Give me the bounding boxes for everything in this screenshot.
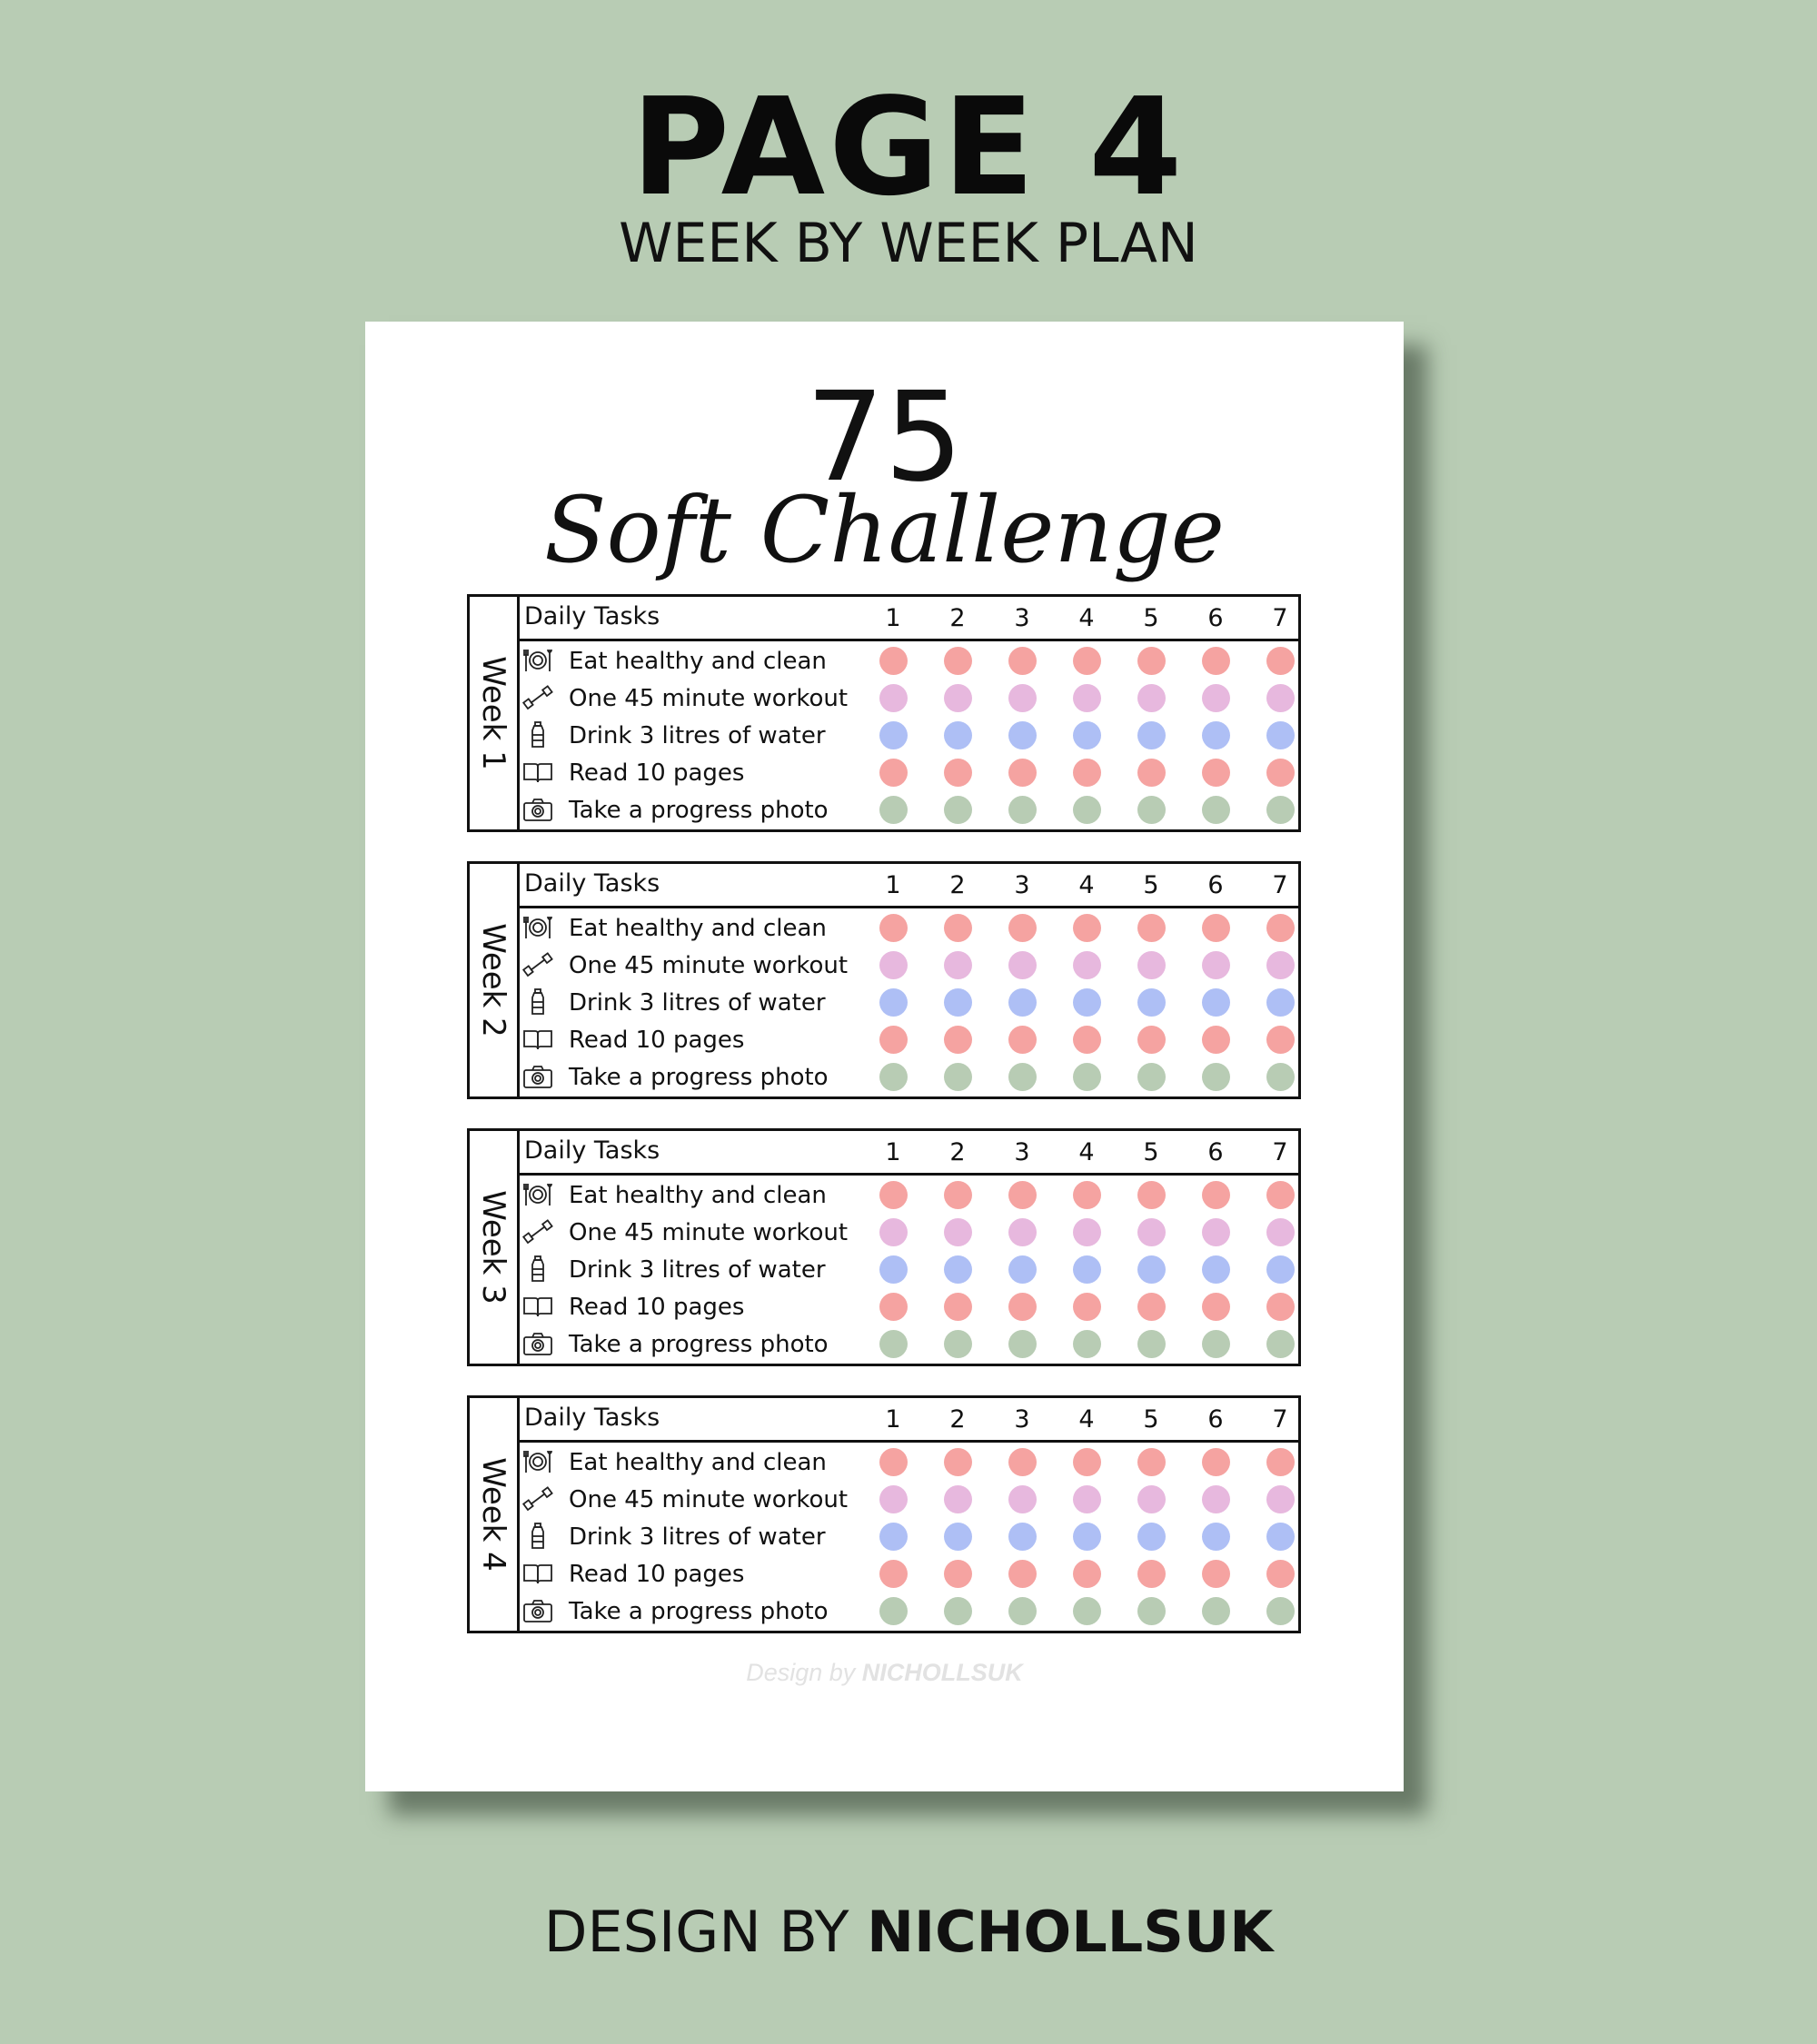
day-checkbox-dot[interactable] <box>1202 1181 1230 1209</box>
day-checkbox-dot[interactable] <box>1266 759 1295 787</box>
task-row <box>517 1058 1298 1096</box>
open-book-icon <box>522 1293 553 1320</box>
dumbbell-icon <box>522 951 553 978</box>
day-checkbox-dot[interactable] <box>1266 914 1295 942</box>
task-label: Take a progress photo <box>569 1331 829 1358</box>
day-number: 7 <box>1272 604 1288 632</box>
task-label: Drink 3 litres of water <box>569 1523 826 1551</box>
day-checkbox-dot[interactable] <box>1137 759 1166 787</box>
day-checkbox-dot[interactable] <box>944 1293 972 1321</box>
day-checkbox-dot[interactable] <box>1266 721 1295 749</box>
week-block-1 <box>467 594 1301 832</box>
day-number: 6 <box>1207 1138 1224 1166</box>
day-checkbox-dot[interactable] <box>1202 1560 1230 1588</box>
task-row <box>517 1176 1298 1214</box>
day-checkbox-dot[interactable] <box>1266 1597 1295 1625</box>
day-checkbox-dot[interactable] <box>944 759 972 787</box>
day-checkbox-dot[interactable] <box>1202 1448 1230 1476</box>
task-row <box>517 984 1298 1021</box>
open-book-icon <box>522 759 553 786</box>
day-number: 4 <box>1078 604 1095 632</box>
day-checkbox-dot[interactable] <box>1202 1293 1230 1321</box>
day-checkbox-dot[interactable] <box>944 1485 972 1513</box>
day-number: 5 <box>1143 604 1159 632</box>
day-checkbox-dot[interactable] <box>1266 1293 1295 1321</box>
day-number: 2 <box>949 871 966 899</box>
week-block-3 <box>467 1128 1301 1366</box>
open-book-icon <box>522 1560 553 1587</box>
task-label: Eat healthy and clean <box>569 1182 827 1209</box>
day-number: 4 <box>1078 1405 1095 1434</box>
day-checkbox-dot[interactable] <box>879 914 908 942</box>
day-checkbox-dot[interactable] <box>1073 1255 1101 1284</box>
challenge-number: 75 <box>805 366 964 510</box>
task-label: Drink 3 litres of water <box>569 1256 826 1284</box>
day-checkbox-dot[interactable] <box>1073 796 1101 824</box>
page-header-subtitle: WEEK BY WEEK PLAN <box>619 212 1198 275</box>
day-number: 3 <box>1014 604 1030 632</box>
daily-tasks-heading: Daily Tasks <box>524 1136 660 1165</box>
day-checkbox-dot[interactable] <box>944 988 972 1017</box>
week-block-2 <box>467 861 1301 1099</box>
day-checkbox-dot[interactable] <box>1266 1560 1295 1588</box>
sheet-watermark <box>365 1659 1404 1687</box>
day-checkbox-dot[interactable] <box>944 1560 972 1588</box>
day-number: 7 <box>1272 871 1288 899</box>
day-number: 3 <box>1014 871 1030 899</box>
day-checkbox-dot[interactable] <box>1202 1063 1230 1091</box>
day-checkbox-dot[interactable] <box>879 988 908 1017</box>
week-label: Week 2 <box>475 923 511 1037</box>
day-checkbox-dot[interactable] <box>1073 1523 1101 1551</box>
day-checkbox-dot[interactable] <box>1073 1485 1101 1513</box>
day-checkbox-dot[interactable] <box>1266 1448 1295 1476</box>
day-checkbox-dot[interactable] <box>1202 1485 1230 1513</box>
day-checkbox-dot[interactable] <box>944 1026 972 1054</box>
day-checkbox-dot[interactable] <box>879 721 908 749</box>
task-row <box>517 1251 1298 1288</box>
day-checkbox-dot[interactable] <box>1008 1255 1037 1284</box>
day-number: 3 <box>1014 1138 1030 1166</box>
week-label: Week 3 <box>475 1190 511 1305</box>
day-number: 5 <box>1143 1405 1159 1434</box>
task-row <box>517 1325 1298 1363</box>
footer-prefix: DESIGN BY <box>543 1899 849 1965</box>
day-checkbox-dot[interactable] <box>944 1255 972 1284</box>
day-checkbox-dot[interactable] <box>1073 759 1101 787</box>
task-label: Take a progress photo <box>569 797 829 824</box>
daily-tasks-heading: Daily Tasks <box>524 1404 660 1432</box>
day-checkbox-dot[interactable] <box>1008 759 1037 787</box>
day-number: 6 <box>1207 871 1224 899</box>
day-checkbox-dot[interactable] <box>1008 796 1037 824</box>
day-checkbox-dot[interactable] <box>1008 1293 1037 1321</box>
day-checkbox-dot[interactable] <box>944 1063 972 1091</box>
day-checkbox-dot[interactable] <box>1266 684 1295 712</box>
task-row <box>517 1593 1298 1630</box>
day-checkbox-dot[interactable] <box>1137 647 1166 675</box>
day-checkbox-dot[interactable] <box>1137 1448 1166 1476</box>
day-checkbox-dot[interactable] <box>1008 684 1037 712</box>
challenge-title: Soft Challenge <box>544 477 1225 583</box>
day-checkbox-dot[interactable] <box>1266 1255 1295 1284</box>
day-checkbox-dot[interactable] <box>944 1330 972 1358</box>
day-checkbox-dot[interactable] <box>1008 1026 1037 1054</box>
day-checkbox-dot[interactable] <box>944 647 972 675</box>
week-label-column <box>470 1398 520 1631</box>
day-checkbox-dot[interactable] <box>1073 721 1101 749</box>
task-row <box>517 1555 1298 1593</box>
day-number: 1 <box>885 1138 901 1166</box>
day-checkbox-dot[interactable] <box>1266 1063 1295 1091</box>
day-checkbox-dot[interactable] <box>944 1181 972 1209</box>
day-checkbox-dot[interactable] <box>944 684 972 712</box>
day-checkbox-dot[interactable] <box>1073 684 1101 712</box>
day-checkbox-dot[interactable] <box>1137 721 1166 749</box>
day-checkbox-dot[interactable] <box>1266 647 1295 675</box>
day-checkbox-dot[interactable] <box>1266 951 1295 979</box>
day-checkbox-dot[interactable] <box>1073 1218 1101 1246</box>
watermark-brand: NICHOLLSUK <box>861 1659 1023 1686</box>
camera-icon <box>522 1597 553 1624</box>
week-header-row <box>517 864 1298 908</box>
task-label: Take a progress photo <box>569 1064 829 1091</box>
day-checkbox-dot[interactable] <box>1266 1485 1295 1513</box>
day-checkbox-dot[interactable] <box>879 759 908 787</box>
day-number: 2 <box>949 1405 966 1434</box>
week-label: Week 4 <box>475 1457 511 1572</box>
task-label: One 45 minute workout <box>569 1219 849 1246</box>
day-checkbox-dot[interactable] <box>1008 1597 1037 1625</box>
day-checkbox-dot[interactable] <box>1266 988 1295 1017</box>
day-checkbox-dot[interactable] <box>1266 1181 1295 1209</box>
task-row <box>517 947 1298 984</box>
day-checkbox-dot[interactable] <box>1073 914 1101 942</box>
day-checkbox-dot[interactable] <box>1137 1523 1166 1551</box>
task-row <box>517 1481 1298 1518</box>
day-checkbox-dot[interactable] <box>879 1218 908 1246</box>
day-number: 3 <box>1014 1405 1030 1434</box>
camera-icon <box>522 1063 553 1090</box>
week-label-column <box>470 1131 520 1364</box>
task-row <box>517 1288 1298 1325</box>
day-checkbox-dot[interactable] <box>1137 684 1166 712</box>
day-checkbox-dot[interactable] <box>944 1448 972 1476</box>
day-checkbox-dot[interactable] <box>1008 1181 1037 1209</box>
day-checkbox-dot[interactable] <box>879 1063 908 1091</box>
plate-cutlery-icon <box>522 914 553 941</box>
day-checkbox-dot[interactable] <box>879 951 908 979</box>
task-label: Eat healthy and clean <box>569 915 827 942</box>
day-checkbox-dot[interactable] <box>1202 914 1230 942</box>
day-checkbox-dot[interactable] <box>944 1218 972 1246</box>
day-checkbox-dot[interactable] <box>1073 1181 1101 1209</box>
day-checkbox-dot[interactable] <box>1137 1181 1166 1209</box>
day-checkbox-dot[interactable] <box>1202 796 1230 824</box>
day-number: 2 <box>949 1138 966 1166</box>
day-checkbox-dot[interactable] <box>879 1485 908 1513</box>
day-checkbox-dot[interactable] <box>879 1560 908 1588</box>
week-header-row <box>517 597 1298 641</box>
day-checkbox-dot[interactable] <box>1202 1523 1230 1551</box>
day-checkbox-dot[interactable] <box>1202 684 1230 712</box>
task-row <box>517 717 1298 754</box>
day-checkbox-dot[interactable] <box>1008 951 1037 979</box>
week-header-row <box>517 1398 1298 1443</box>
day-number: 1 <box>885 604 901 632</box>
day-checkbox-dot[interactable] <box>879 684 908 712</box>
day-checkbox-dot[interactable] <box>879 1255 908 1284</box>
day-checkbox-dot[interactable] <box>1008 988 1037 1017</box>
day-number: 6 <box>1207 1405 1224 1434</box>
day-checkbox-dot[interactable] <box>1137 951 1166 979</box>
day-checkbox-dot[interactable] <box>1202 951 1230 979</box>
day-checkbox-dot[interactable] <box>944 914 972 942</box>
day-checkbox-dot[interactable] <box>1202 1026 1230 1054</box>
day-checkbox-dot[interactable] <box>1073 1330 1101 1358</box>
task-row <box>517 1518 1298 1555</box>
task-label: Read 10 pages <box>569 759 745 787</box>
day-checkbox-dot[interactable] <box>1137 988 1166 1017</box>
day-checkbox-dot[interactable] <box>1266 1026 1295 1054</box>
day-checkbox-dot[interactable] <box>1073 1597 1101 1625</box>
week-block-4 <box>467 1395 1301 1633</box>
task-label: One 45 minute workout <box>569 1486 849 1513</box>
plate-cutlery-icon <box>522 1448 553 1475</box>
day-checkbox-dot[interactable] <box>879 796 908 824</box>
day-checkbox-dot[interactable] <box>1202 647 1230 675</box>
day-checkbox-dot[interactable] <box>1137 1255 1166 1284</box>
day-number: 5 <box>1143 871 1159 899</box>
dumbbell-icon <box>522 684 553 711</box>
day-checkbox-dot[interactable] <box>879 1448 908 1476</box>
day-checkbox-dot[interactable] <box>1073 1293 1101 1321</box>
task-row <box>517 680 1298 717</box>
task-label: One 45 minute workout <box>569 952 849 979</box>
day-checkbox-dot[interactable] <box>1266 1523 1295 1551</box>
day-checkbox-dot[interactable] <box>1137 1063 1166 1091</box>
day-checkbox-dot[interactable] <box>879 1293 908 1321</box>
day-number: 1 <box>885 871 901 899</box>
day-checkbox-dot[interactable] <box>879 647 908 675</box>
water-bottle-icon <box>522 721 553 749</box>
task-row <box>517 909 1298 947</box>
day-checkbox-dot[interactable] <box>1008 1523 1037 1551</box>
day-checkbox-dot[interactable] <box>1137 1597 1166 1625</box>
plate-cutlery-icon <box>522 647 553 674</box>
day-checkbox-dot[interactable] <box>879 1181 908 1209</box>
task-row <box>517 1021 1298 1058</box>
task-label: Read 10 pages <box>569 1027 745 1054</box>
day-checkbox-dot[interactable] <box>1266 1330 1295 1358</box>
camera-icon <box>522 796 553 823</box>
day-checkbox-dot[interactable] <box>1008 1560 1037 1588</box>
day-checkbox-dot[interactable] <box>879 1523 908 1551</box>
water-bottle-icon <box>522 1523 553 1550</box>
day-number: 6 <box>1207 604 1224 632</box>
task-label: Read 10 pages <box>569 1294 745 1321</box>
day-checkbox-dot[interactable] <box>1202 721 1230 749</box>
daily-tasks-heading: Daily Tasks <box>524 602 660 630</box>
watermark-prefix: Design by <box>746 1659 856 1686</box>
day-checkbox-dot[interactable] <box>1008 1218 1037 1246</box>
day-checkbox-dot[interactable] <box>1008 647 1037 675</box>
plate-cutlery-icon <box>522 1181 553 1208</box>
water-bottle-icon <box>522 1255 553 1283</box>
day-checkbox-dot[interactable] <box>879 1330 908 1358</box>
day-checkbox-dot[interactable] <box>879 1026 908 1054</box>
day-checkbox-dot[interactable] <box>1008 914 1037 942</box>
day-checkbox-dot[interactable] <box>1073 647 1101 675</box>
day-checkbox-dot[interactable] <box>1202 988 1230 1017</box>
task-label: Drink 3 litres of water <box>569 989 826 1017</box>
day-checkbox-dot[interactable] <box>1008 1448 1037 1476</box>
day-checkbox-dot[interactable] <box>1008 1063 1037 1091</box>
day-number: 4 <box>1078 1138 1095 1166</box>
task-label: Read 10 pages <box>569 1561 745 1588</box>
task-label: Drink 3 litres of water <box>569 722 826 749</box>
day-checkbox-dot[interactable] <box>944 796 972 824</box>
day-checkbox-dot[interactable] <box>1137 796 1166 824</box>
day-checkbox-dot[interactable] <box>944 1523 972 1551</box>
day-checkbox-dot[interactable] <box>1137 1026 1166 1054</box>
week-label-column <box>470 597 520 829</box>
week-label: Week 1 <box>475 656 511 770</box>
day-number: 2 <box>949 604 966 632</box>
day-checkbox-dot[interactable] <box>944 721 972 749</box>
task-label: One 45 minute workout <box>569 685 849 712</box>
day-checkbox-dot[interactable] <box>1137 914 1166 942</box>
day-checkbox-dot[interactable] <box>1073 988 1101 1017</box>
day-checkbox-dot[interactable] <box>1202 1218 1230 1246</box>
day-checkbox-dot[interactable] <box>1137 1485 1166 1513</box>
water-bottle-icon <box>522 988 553 1016</box>
day-number: 7 <box>1272 1138 1288 1166</box>
day-checkbox-dot[interactable] <box>1137 1218 1166 1246</box>
day-checkbox-dot[interactable] <box>1202 1255 1230 1284</box>
day-checkbox-dot[interactable] <box>1202 759 1230 787</box>
day-checkbox-dot[interactable] <box>1266 1218 1295 1246</box>
day-checkbox-dot[interactable] <box>1008 1485 1037 1513</box>
day-checkbox-dot[interactable] <box>1137 1330 1166 1358</box>
day-checkbox-dot[interactable] <box>1073 1026 1101 1054</box>
week-label-column <box>470 864 520 1096</box>
day-number: 4 <box>1078 871 1095 899</box>
daily-tasks-heading: Daily Tasks <box>524 869 660 898</box>
day-number: 1 <box>885 1405 901 1434</box>
day-checkbox-dot[interactable] <box>1137 1293 1166 1321</box>
week-header-row <box>517 1131 1298 1176</box>
dumbbell-icon <box>522 1218 553 1245</box>
day-checkbox-dot[interactable] <box>1266 796 1295 824</box>
day-checkbox-dot[interactable] <box>1073 1560 1101 1588</box>
day-checkbox-dot[interactable] <box>1202 1330 1230 1358</box>
page-footer <box>0 1899 1817 1965</box>
task-row <box>517 791 1298 829</box>
footer-brand: NICHOLLSUK <box>867 1899 1274 1965</box>
day-checkbox-dot[interactable] <box>1073 1063 1101 1091</box>
task-row <box>517 1444 1298 1481</box>
day-number: 7 <box>1272 1405 1288 1434</box>
open-book-icon <box>522 1026 553 1053</box>
day-checkbox-dot[interactable] <box>1008 1330 1037 1358</box>
day-checkbox-dot[interactable] <box>1073 951 1101 979</box>
day-checkbox-dot[interactable] <box>944 951 972 979</box>
day-checkbox-dot[interactable] <box>1073 1448 1101 1476</box>
dumbbell-icon <box>522 1485 553 1513</box>
day-checkbox-dot[interactable] <box>1202 1597 1230 1625</box>
task-label: Eat healthy and clean <box>569 648 827 675</box>
planner-sheet <box>365 322 1404 1791</box>
task-label: Eat healthy and clean <box>569 1449 827 1476</box>
task-row <box>517 1214 1298 1251</box>
camera-icon <box>522 1330 553 1357</box>
task-row <box>517 754 1298 791</box>
day-checkbox-dot[interactable] <box>944 1597 972 1625</box>
day-number: 5 <box>1143 1138 1159 1166</box>
day-checkbox-dot[interactable] <box>1137 1560 1166 1588</box>
day-checkbox-dot[interactable] <box>1008 721 1037 749</box>
task-label: Take a progress photo <box>569 1598 829 1625</box>
task-row <box>517 642 1298 680</box>
page-header-title: PAGE 4 <box>630 69 1187 225</box>
day-checkbox-dot[interactable] <box>879 1597 908 1625</box>
